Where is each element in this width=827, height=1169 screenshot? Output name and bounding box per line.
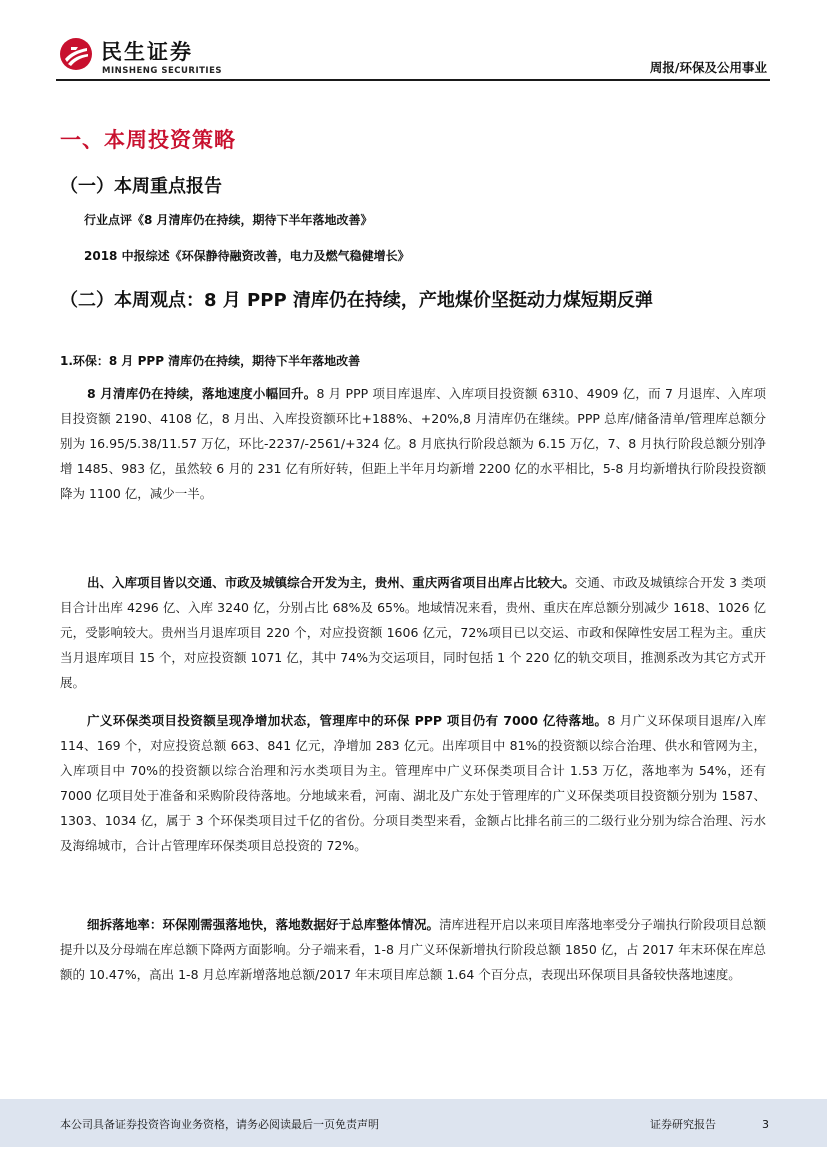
body-paragraph bbox=[60, 381, 766, 506]
header-divider bbox=[56, 79, 770, 81]
section-title: 一、本周投资策略 bbox=[60, 128, 236, 152]
footer-disclaimer: 本公司具备证券投资咨询业务资格，请务必阅读最后一页免责声明 bbox=[60, 1118, 379, 1131]
brand-name-cn: 民生证券 bbox=[101, 40, 193, 64]
body-paragraph bbox=[60, 708, 766, 858]
page-header bbox=[0, 0, 827, 82]
footer-report-type: 证券研究报告 bbox=[650, 1118, 716, 1131]
body-paragraph bbox=[60, 570, 766, 695]
paragraph-body: 交通、市政及城镇综合开发 3 类项目合计出库 4296 亿、入库 3240 亿，分别占比 68%及 65%。地域情况来看，贵州、重庆在库总额分别减少 1618、1026 亿元，受影响较大。贵州当月退库项目 220 个，对应投资额 1606 亿元，72%项目已以交运、市政和保障性安居工程为主。重庆当月退库项目 15 个，对应投资额 1071 亿，其中 74%为交运项目，同时包括 1 个 220 亿的轨交项目，推测系改为其它方式开展。 bbox=[60, 575, 766, 690]
paragraph-lead: 细拆落地率：环保刚需强落地快，落地数据好于总库整体情况。 bbox=[87, 917, 440, 932]
subsection-title-key-reports: （一）本周重点报告 bbox=[60, 176, 222, 197]
body-paragraph bbox=[60, 912, 766, 987]
paragraph-body: 8 月 PPP 项目库退库、入库项目投资额 6310、4909 亿，而 7 月退库、入库项目投资额 2190、4108 亿，8 月出、入库投资额环比+188%、+20%,8 月清库仍在继续。PPP 总库/储备清单/管理库总额分别为 16.95/5.38/11.57 万亿，环比-2237/-2561/+324 亿。8 月底执行阶段总额为 6.15 万亿，7、8 月执行阶段总额分别净增 1485、983 亿，虽然较 6 月的 231 亿有所好转，但距上半年月均新增 2200 亿的水平相比，5-8 月均新增执行阶段投资额降为 1100 亿，减少一半。 bbox=[60, 386, 766, 501]
minsheng-logo-icon bbox=[60, 38, 92, 70]
report-category: 周报/环保及公用事业 bbox=[649, 60, 767, 75]
page-number: 3 bbox=[762, 1118, 769, 1131]
paragraph-lead: 8 月清库仍在持续，落地速度小幅回升。 bbox=[87, 386, 317, 401]
paragraph-body: 清库进程开启以来项目库落地率受分子端执行阶段项目总额提升以及分母端在库总额下降两方面影响。分子端来看，1-8 月广义环保新增执行阶段总额 1850 亿，占 2017 年末环保在库总额的 10.47%，高出 1-8 月总库新增落地总额/2017 年末项目库总额 1.64 个百分点，表现出环保项目具备较快落地速度。 bbox=[60, 917, 766, 982]
subsection-title-weekly-view: （二）本周观点：8 月 PPP 清库仍在持续，产地煤价坚挺动力煤短期反弹 bbox=[60, 290, 653, 311]
paragraph-lead: 出、入库项目皆以交通、市政及城镇综合开发为主，贵州、重庆两省项目出库占比较大。 bbox=[87, 575, 575, 590]
paragraph-lead: 广义环保类项目投资额呈现净增加状态，管理库中的环保 PPP 项目仍有 7000 亿待落地。 bbox=[87, 713, 608, 728]
key-report-item: 行业点评《8 月清库仍在持续，期待下半年落地改善》 bbox=[84, 213, 373, 227]
point-heading-environmental: 1.环保：8 月 PPP 清库仍在持续，期待下半年落地改善 bbox=[60, 354, 361, 368]
brand-name-en: MINSHENG SECURITIES bbox=[102, 66, 222, 76]
paragraph-body: 8 月广义环保项目退库/入库 114、169 个，对应投资总额 663、841 亿元，净增加 283 亿元。出库项目中 81%的投资额以综合治理、供水和管网为主，入库项目中 70%的投资额以综合治理和污水类项目为主。管理库中广义环保类项目合计 1.53 万亿，落地率为 54%，还有 7000 亿项目处于准备和采购阶段待落地。分地域来看，河南、湖北及广东处于管理库的广义环保类项目投资额分别为 1587、1303、1034 亿，属于 3 个环保类项目过千亿的省份。分项目类型来看，金额占比排名前三的二级行业分别为综合治理、污水及海绵城市，合计占管理库环保类项目总投资的 72%。 bbox=[60, 713, 767, 853]
key-report-item: 2018 中报综述《环保静待融资改善，电力及燃气稳健增长》 bbox=[84, 249, 410, 263]
